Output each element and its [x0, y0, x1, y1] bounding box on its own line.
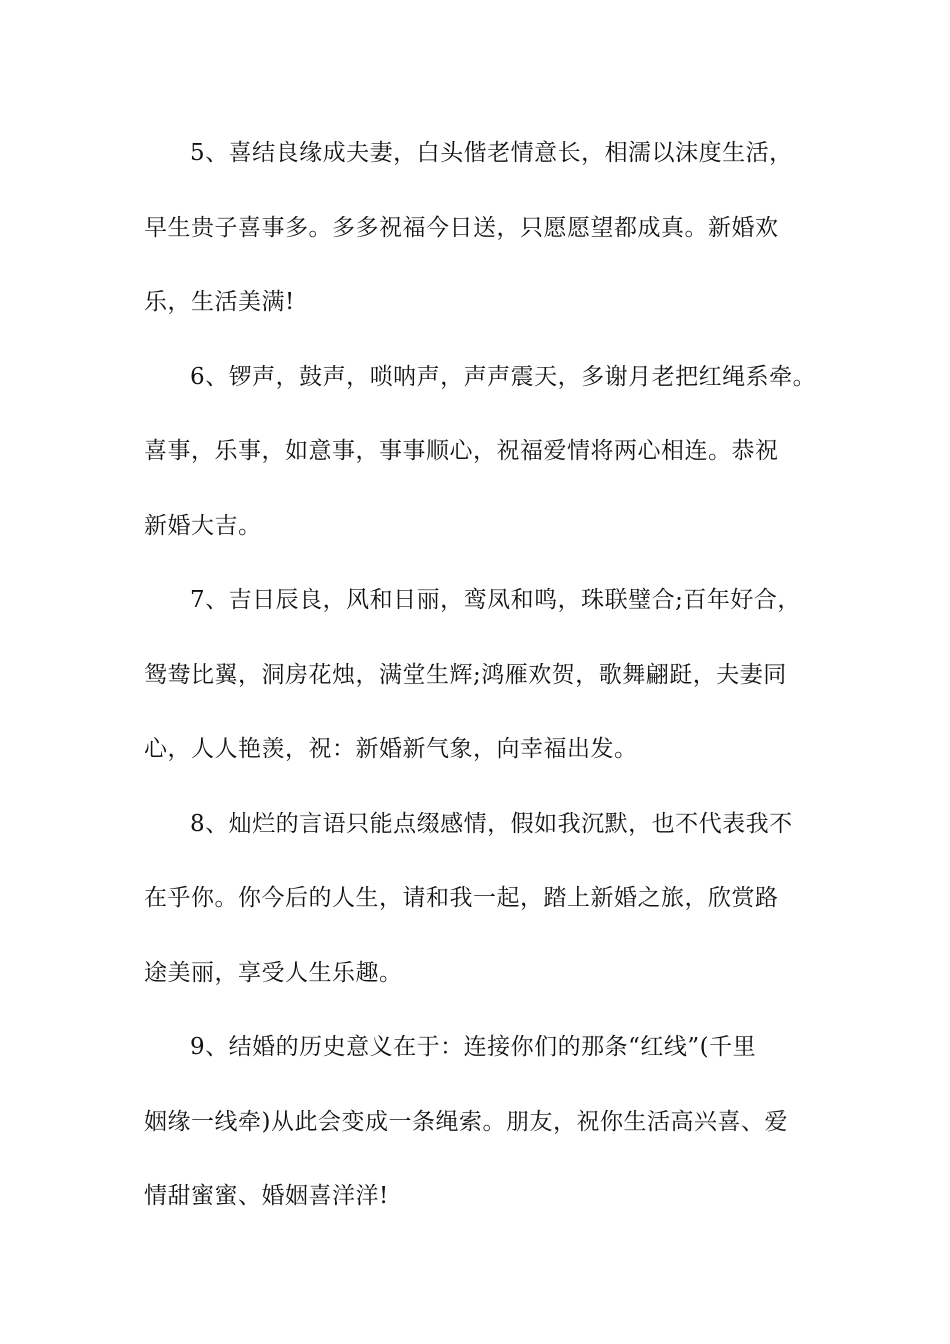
paragraph-line: 姻缘一线牵)从此会变成一条绳索。朋友，祝你生活高兴喜、爱 — [144, 1108, 788, 1135]
paragraph-line: 喜事，乐事，如意事，事事顺心，祝福爱情将两心相连。恭祝 — [144, 438, 779, 464]
paragraph-line: 早生贵子喜事多。多多祝福今日送，只愿愿望都成真。新婚欢 — [144, 214, 779, 241]
paragraph-line: 心，人人艳羡，祝：新婚新气象，向幸福出发。 — [144, 736, 638, 762]
paragraph-line: 7、吉日辰良，风和日丽，鸾凤和鸣，珠联璧合;百年好合， — [190, 587, 801, 613]
paragraph-line: 情甜蜜蜜、婚姻喜洋洋! — [144, 1183, 389, 1209]
paragraph-line: 8、灿烂的言语只能点缀感情，假如我沉默，也不代表我不 — [190, 810, 793, 837]
paragraph-5 — [144, 116, 814, 340]
paragraph-line: 5、喜结良缘成夫妻，白头偕老情意长，相濡以沫度生活， — [190, 140, 793, 166]
paragraph-6 — [144, 340, 817, 564]
paragraph-line: 乐，生活美满! — [144, 289, 295, 315]
document-body — [144, 116, 817, 1234]
paragraph-line: 6、锣声，鼓声，唢呐声，声声震天，多谢月老把红绳系牵。 — [190, 363, 817, 390]
paragraph-line: 途美丽，享受人生乐趣。 — [144, 959, 403, 986]
paragraph-8 — [144, 787, 814, 1011]
paragraph-line: 在乎你。你今后的人生，请和我一起，踏上新婚之旅，欣赏路 — [144, 885, 779, 911]
paragraph-line: 9、结婚的历史意义在于：连接你们的那条“红线”(千里 — [190, 1034, 757, 1060]
paragraph-7 — [144, 563, 814, 787]
paragraph-line: 鸳鸯比翼，洞房花烛，满堂生辉;鸿雁欢贺，歌舞翩跹，夫妻同 — [144, 661, 787, 688]
paragraph-9 — [144, 1010, 814, 1234]
paragraph-line: 新婚大吉。 — [144, 512, 262, 539]
